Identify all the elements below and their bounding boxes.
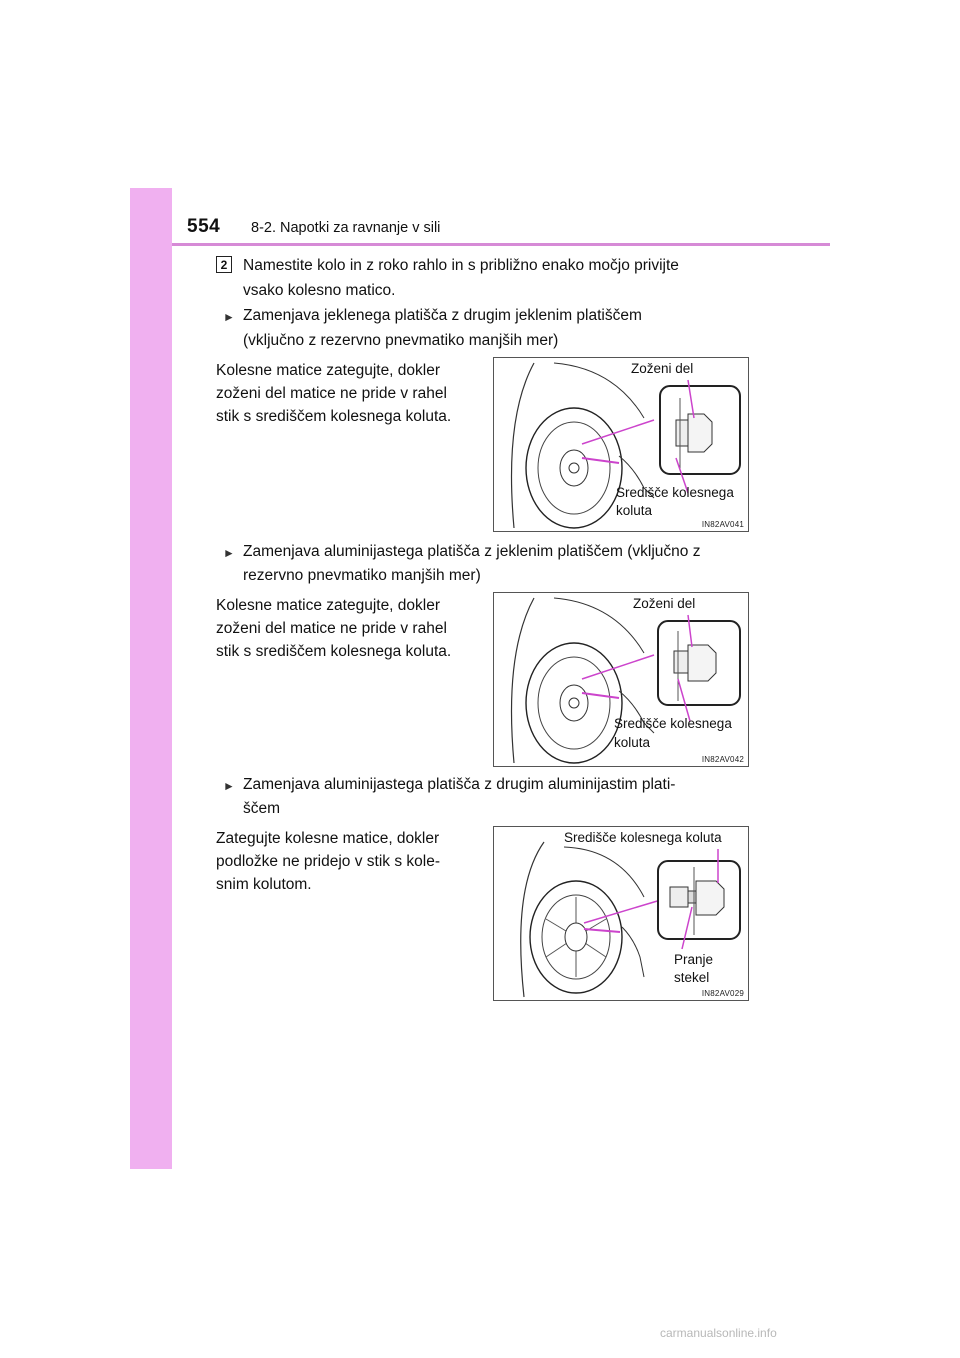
- case1-desc-line1: Kolesne matice zategujte, dokler: [216, 362, 441, 379]
- step-text-line2: vsako kolesno matico.: [243, 282, 396, 299]
- case2-desc-line2: zoženi del matice ne pride v rahel: [216, 620, 447, 637]
- case2-desc-line1: Kolesne matice zategujte, dokler: [216, 597, 441, 614]
- figure1-code: IN82AV041: [701, 520, 744, 529]
- step-text-line1: Namestite kolo in z roko rahlo in s približno enako močjo privijte: [243, 257, 679, 274]
- figure3-label-hub-center: Središče kolesnega koluta: [564, 830, 722, 845]
- chapter-sidebar-tab: [130, 188, 172, 1169]
- bullet-triangle-icon: ►: [223, 310, 235, 324]
- case1-desc-line3: stik s središčem kolesnega koluta.: [216, 408, 452, 425]
- page-number: 554: [187, 216, 221, 237]
- case3-desc-line1: Zategujte kolesne matice, dokler: [216, 830, 440, 847]
- case3-desc-line2: podložke ne pridejo v stik s kole-: [216, 853, 441, 870]
- figure1-label-hub-center-2: koluta: [616, 503, 653, 518]
- figure2-label-hub-center-1: Središče kolesnega: [614, 716, 732, 731]
- case2-title-line2: rezervno pnevmatiko manjših mer): [243, 567, 481, 584]
- case3-title-line2: ščem: [243, 800, 281, 817]
- figure-steel-wheel-nut: [493, 357, 749, 532]
- figure1-label-hub-center-1: Središče kolesnega: [616, 485, 734, 500]
- figure-alu-to-steel-wheel-nut: [493, 592, 749, 767]
- case1-desc-line2: zoženi del matice ne pride v rahel: [216, 385, 447, 402]
- case3-desc-line3: snim kolutom.: [216, 876, 312, 893]
- figure1-label-tapered-part: Zoženi del: [631, 361, 694, 376]
- figure2-label-hub-center-2: koluta: [614, 735, 651, 750]
- bullet-triangle-icon: ►: [223, 779, 235, 793]
- alloy-wheel-illustration: [494, 827, 750, 1002]
- figure2-code: IN82AV042: [701, 755, 744, 764]
- case2-desc-line3: stik s središčem kolesnega koluta.: [216, 643, 452, 660]
- case1-title-line2: (vključno z rezervno pnevmatiko manjših mer): [243, 332, 559, 349]
- step-number-box: 2: [216, 256, 232, 273]
- case3-title-line1: Zamenjava aluminijastega platišča z drugim aluminijastim plati-: [243, 776, 676, 793]
- bullet-triangle-icon: ►: [223, 546, 235, 560]
- figure3-code: IN82AV029: [701, 989, 744, 998]
- watermark: carmanualsonline.info: [660, 1326, 777, 1340]
- figure3-label-washer-1: Pranje: [674, 952, 714, 967]
- figure3-label-washer-2: stekel: [674, 970, 710, 985]
- section-title: 8-2. Napotki za ravnanje v sili: [251, 220, 441, 236]
- figure-alu-to-alu-wheel-nut: [493, 826, 749, 1001]
- header-rule: [172, 243, 830, 246]
- figure2-label-tapered-part: Zoženi del: [633, 596, 696, 611]
- case2-title-line1: Zamenjava aluminijastega platišča z jeklenim platiščem (vključno z: [243, 543, 701, 560]
- case1-title-line1: Zamenjava jeklenega platišča z drugim jeklenim platiščem: [243, 307, 642, 324]
